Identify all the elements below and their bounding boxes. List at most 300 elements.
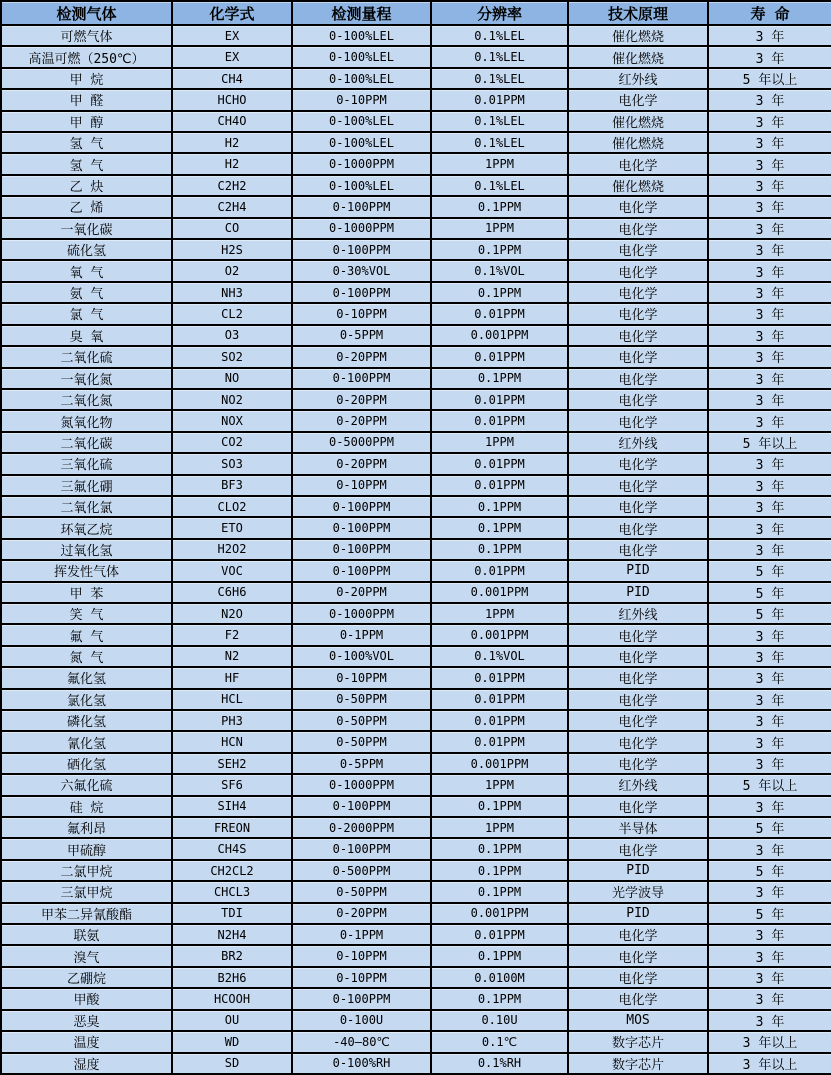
range-cell: 0-100%LEL (292, 111, 431, 132)
table-row (1, 603, 831, 624)
resolution-cell: 0.01PPM (431, 731, 568, 752)
lifespan-cell: 3 年 (708, 303, 831, 324)
gas-name-cell: 三氯甲烷 (1, 881, 172, 902)
formula-cell: SF6 (172, 774, 292, 795)
range-cell: 0-20PPM (292, 410, 431, 431)
gas-name-cell: 过氧化氢 (1, 539, 172, 560)
formula-cell: SD (172, 1053, 292, 1075)
formula-cell: NO2 (172, 389, 292, 410)
formula-cell: O2 (172, 260, 292, 281)
resolution-cell: 0.1%LEL (431, 46, 568, 67)
gas-name-cell: 甲 苯 (1, 582, 172, 603)
principle-cell: 电化学 (568, 153, 708, 174)
gas-name-cell: 氟利昂 (1, 817, 172, 838)
gas-name-cell: 乙硼烷 (1, 967, 172, 988)
table-row (1, 46, 831, 67)
formula-cell: ETO (172, 517, 292, 538)
formula-cell: SO2 (172, 346, 292, 367)
resolution-cell: 1PPM (431, 603, 568, 624)
lifespan-cell: 3 年 (708, 46, 831, 67)
lifespan-cell: 3 年 (708, 689, 831, 710)
formula-cell: N2H4 (172, 924, 292, 945)
principle-cell: 电化学 (568, 303, 708, 324)
lifespan-cell: 3 年 (708, 132, 831, 153)
lifespan-cell: 5 年 (708, 603, 831, 624)
resolution-cell: 0.01PPM (431, 303, 568, 324)
gas-name-cell: 氟 气 (1, 624, 172, 645)
lifespan-cell: 3 年 (708, 89, 831, 110)
formula-cell: CLO2 (172, 496, 292, 517)
resolution-cell: 0.1%RH (431, 1053, 568, 1075)
gas-name-cell: 甲硫醇 (1, 838, 172, 859)
table-row (1, 132, 831, 153)
principle-cell: PID (568, 903, 708, 924)
table-row (1, 389, 831, 410)
gas-name-cell: 氟化氢 (1, 667, 172, 688)
formula-cell: CHCL3 (172, 881, 292, 902)
range-cell: 0-100PPM (292, 560, 431, 581)
range-cell: 0-100PPM (292, 239, 431, 260)
formula-cell: SEH2 (172, 753, 292, 774)
principle-cell: 电化学 (568, 753, 708, 774)
table-row (1, 432, 831, 453)
lifespan-cell: 3 年 (708, 175, 831, 196)
formula-cell: OU (172, 1010, 292, 1031)
principle-cell: PID (568, 582, 708, 603)
gas-name-cell: 二氧化氮 (1, 389, 172, 410)
range-cell: 0-500PPM (292, 860, 431, 881)
lifespan-cell: 3 年 (708, 796, 831, 817)
resolution-cell: 0.1PPM (431, 881, 568, 902)
resolution-cell: 0.1PPM (431, 496, 568, 517)
range-cell: 0-100%LEL (292, 175, 431, 196)
resolution-cell: 0.10U (431, 1010, 568, 1031)
principle-cell: 电化学 (568, 796, 708, 817)
lifespan-cell: 3 年 (708, 260, 831, 281)
column-header-range: 检测量程 (292, 1, 431, 25)
column-header-lifespan: 寿 命 (708, 1, 831, 25)
table-row (1, 517, 831, 538)
range-cell: 0-5000PPM (292, 432, 431, 453)
gas-name-cell: 氯化氢 (1, 689, 172, 710)
range-cell: 0-100%LEL (292, 25, 431, 46)
resolution-cell: 0.0100M (431, 967, 568, 988)
principle-cell: 催化燃烧 (568, 132, 708, 153)
gas-name-cell: 甲 烷 (1, 68, 172, 89)
table-row (1, 260, 831, 281)
range-cell: 0-100PPM (292, 196, 431, 217)
principle-cell: 电化学 (568, 218, 708, 239)
table-row (1, 796, 831, 817)
lifespan-cell: 3 年 (708, 924, 831, 945)
range-cell: 0-20PPM (292, 582, 431, 603)
gas-name-cell: 六氟化硫 (1, 774, 172, 795)
gas-name-cell: 温度 (1, 1031, 172, 1052)
formula-cell: B2H6 (172, 967, 292, 988)
range-cell: 0-20PPM (292, 346, 431, 367)
principle-cell: 电化学 (568, 667, 708, 688)
formula-cell: HCOOH (172, 988, 292, 1009)
range-cell: 0-1000PPM (292, 218, 431, 239)
resolution-cell: 0.1PPM (431, 539, 568, 560)
range-cell: 0-100%LEL (292, 46, 431, 67)
range-cell: 0-20PPM (292, 453, 431, 474)
gas-name-cell: 硫化氢 (1, 239, 172, 260)
principle-cell: 电化学 (568, 239, 708, 260)
formula-cell: C6H6 (172, 582, 292, 603)
table-header (1, 1, 831, 25)
table-row (1, 1031, 831, 1052)
formula-cell: NH3 (172, 282, 292, 303)
gas-name-cell: 臭 氧 (1, 325, 172, 346)
principle-cell: PID (568, 560, 708, 581)
table-row (1, 710, 831, 731)
table-row (1, 196, 831, 217)
gas-name-cell: 硅 烷 (1, 796, 172, 817)
resolution-cell: 0.01PPM (431, 710, 568, 731)
range-cell: 0-20PPM (292, 389, 431, 410)
table-row (1, 68, 831, 89)
gas-name-cell: 联氨 (1, 924, 172, 945)
lifespan-cell: 3 年 (708, 539, 831, 560)
gas-name-cell: 甲酸 (1, 988, 172, 1009)
formula-cell: BF3 (172, 475, 292, 496)
gas-name-cell: 挥发性气体 (1, 560, 172, 581)
principle-cell: 半导体 (568, 817, 708, 838)
gas-name-cell: 氢 气 (1, 153, 172, 174)
gas-name-cell: 甲 醛 (1, 89, 172, 110)
range-cell: 0-100%VOL (292, 646, 431, 667)
lifespan-cell: 3 年 (708, 667, 831, 688)
range-cell: 0-100PPM (292, 796, 431, 817)
formula-cell: H2 (172, 153, 292, 174)
lifespan-cell: 3 年 (708, 368, 831, 389)
table-row (1, 325, 831, 346)
resolution-cell: 1PPM (431, 817, 568, 838)
range-cell: 0-100%LEL (292, 132, 431, 153)
table-row (1, 860, 831, 881)
formula-cell: H2S (172, 239, 292, 260)
table-row (1, 774, 831, 795)
principle-cell: 电化学 (568, 517, 708, 538)
principle-cell: 电化学 (568, 325, 708, 346)
gas-name-cell: 溴气 (1, 945, 172, 966)
gas-name-cell: 氯 气 (1, 303, 172, 324)
principle-cell: 电化学 (568, 539, 708, 560)
range-cell: 0-10PPM (292, 945, 431, 966)
principle-cell: 电化学 (568, 924, 708, 945)
lifespan-cell: 3 年 (708, 325, 831, 346)
lifespan-cell: 3 年 (708, 945, 831, 966)
formula-cell: CH4 (172, 68, 292, 89)
gas-name-cell: 一氧化氮 (1, 368, 172, 389)
lifespan-cell: 3 年 (708, 196, 831, 217)
formula-cell: SO3 (172, 453, 292, 474)
resolution-cell: 0.01PPM (431, 924, 568, 945)
principle-cell: 红外线 (568, 68, 708, 89)
lifespan-cell: 3 年 (708, 218, 831, 239)
gas-name-cell: 甲苯二异氰酸酯 (1, 903, 172, 924)
table-row (1, 539, 831, 560)
resolution-cell: 0.1℃ (431, 1031, 568, 1052)
gas-name-cell: 湿度 (1, 1053, 172, 1075)
lifespan-cell: 5 年 (708, 817, 831, 838)
formula-cell: SIH4 (172, 796, 292, 817)
table-row (1, 453, 831, 474)
principle-cell: 电化学 (568, 282, 708, 303)
table-row (1, 410, 831, 431)
principle-cell: PID (568, 860, 708, 881)
lifespan-cell: 5 年以上 (708, 432, 831, 453)
formula-cell: CL2 (172, 303, 292, 324)
gas-name-cell: 二氯甲烷 (1, 860, 172, 881)
principle-cell: 电化学 (568, 260, 708, 281)
range-cell: 0-1000PPM (292, 603, 431, 624)
lifespan-cell: 5 年 (708, 582, 831, 603)
range-cell: 0-10PPM (292, 667, 431, 688)
gas-name-cell: 磷化氢 (1, 710, 172, 731)
formula-cell: CO (172, 218, 292, 239)
gas-name-cell: 高温可燃（250℃） (1, 46, 172, 67)
table-row (1, 988, 831, 1009)
principle-cell: 电化学 (568, 368, 708, 389)
gas-name-cell: 笑 气 (1, 603, 172, 624)
resolution-cell: 0.01PPM (431, 410, 568, 431)
resolution-cell: 0.001PPM (431, 624, 568, 645)
gas-name-cell: 三氟化硼 (1, 475, 172, 496)
resolution-cell: 0.1PPM (431, 282, 568, 303)
formula-cell: CH4O (172, 111, 292, 132)
principle-cell: 红外线 (568, 603, 708, 624)
formula-cell: CO2 (172, 432, 292, 453)
formula-cell: PH3 (172, 710, 292, 731)
range-cell: 0-100PPM (292, 282, 431, 303)
table-body (1, 25, 831, 1074)
range-cell: 0-100PPM (292, 838, 431, 859)
range-cell: 0-10PPM (292, 303, 431, 324)
table-row (1, 646, 831, 667)
principle-cell: 数字芯片 (568, 1031, 708, 1052)
principle-cell: 电化学 (568, 475, 708, 496)
principle-cell: 电化学 (568, 967, 708, 988)
resolution-cell: 0.001PPM (431, 753, 568, 774)
resolution-cell: 0.1%VOL (431, 646, 568, 667)
lifespan-cell: 3 年 (708, 881, 831, 902)
resolution-cell: 0.01PPM (431, 89, 568, 110)
resolution-cell: 0.01PPM (431, 453, 568, 474)
formula-cell: CH4S (172, 838, 292, 859)
resolution-cell: 1PPM (431, 432, 568, 453)
table-row (1, 368, 831, 389)
header-row (1, 1, 831, 25)
range-cell: 0-30%VOL (292, 260, 431, 281)
table-row (1, 496, 831, 517)
principle-cell: 电化学 (568, 689, 708, 710)
range-cell: 0-20PPM (292, 903, 431, 924)
table-row (1, 303, 831, 324)
range-cell: 0-100U (292, 1010, 431, 1031)
gas-name-cell: 三氧化硫 (1, 453, 172, 474)
formula-cell: NOX (172, 410, 292, 431)
principle-cell: 催化燃烧 (568, 46, 708, 67)
principle-cell: 电化学 (568, 389, 708, 410)
formula-cell: F2 (172, 624, 292, 645)
table-row (1, 753, 831, 774)
gas-name-cell: 氢 气 (1, 132, 172, 153)
resolution-cell: 0.1%LEL (431, 111, 568, 132)
gas-name-cell: 乙 炔 (1, 175, 172, 196)
lifespan-cell: 3 年 (708, 410, 831, 431)
resolution-cell: 0.01PPM (431, 689, 568, 710)
table-row (1, 282, 831, 303)
gas-name-cell: 二氧化硫 (1, 346, 172, 367)
table-row (1, 903, 831, 924)
lifespan-cell: 3 年 (708, 646, 831, 667)
column-header-resolution: 分辨率 (431, 1, 568, 25)
range-cell: 0-100PPM (292, 496, 431, 517)
table-row (1, 838, 831, 859)
resolution-cell: 0.01PPM (431, 389, 568, 410)
lifespan-cell: 3 年 (708, 1010, 831, 1031)
resolution-cell: 0.1PPM (431, 196, 568, 217)
lifespan-cell: 3 年 (708, 988, 831, 1009)
range-cell: 0-100PPM (292, 988, 431, 1009)
lifespan-cell: 5 年 (708, 560, 831, 581)
table-row (1, 924, 831, 945)
formula-cell: FREON (172, 817, 292, 838)
lifespan-cell: 5 年 (708, 860, 831, 881)
column-header-formula: 化学式 (172, 1, 292, 25)
formula-cell: BR2 (172, 945, 292, 966)
principle-cell: 电化学 (568, 453, 708, 474)
lifespan-cell: 3 年 (708, 239, 831, 260)
resolution-cell: 0.1PPM (431, 239, 568, 260)
principle-cell: 电化学 (568, 988, 708, 1009)
lifespan-cell: 5 年以上 (708, 68, 831, 89)
table-row (1, 945, 831, 966)
range-cell: 0-10PPM (292, 475, 431, 496)
range-cell: -40—80℃ (292, 1031, 431, 1052)
resolution-cell: 0.1PPM (431, 945, 568, 966)
range-cell: 0-5PPM (292, 325, 431, 346)
gas-name-cell: 氮氧化物 (1, 410, 172, 431)
table-row (1, 560, 831, 581)
resolution-cell: 0.1%LEL (431, 68, 568, 89)
lifespan-cell: 3 年 (708, 838, 831, 859)
lifespan-cell: 5 年 (708, 903, 831, 924)
lifespan-cell: 3 年 (708, 453, 831, 474)
gas-name-cell: 一氧化碳 (1, 218, 172, 239)
lifespan-cell: 3 年 (708, 153, 831, 174)
gas-name-cell: 硒化氢 (1, 753, 172, 774)
lifespan-cell: 3 年 (708, 624, 831, 645)
resolution-cell: 0.1%VOL (431, 260, 568, 281)
principle-cell: 电化学 (568, 731, 708, 752)
formula-cell: CH2CL2 (172, 860, 292, 881)
lifespan-cell: 5 年以上 (708, 774, 831, 795)
table-row (1, 667, 831, 688)
gas-name-cell: 氧 气 (1, 260, 172, 281)
resolution-cell: 0.1PPM (431, 368, 568, 389)
range-cell: 0-100PPM (292, 517, 431, 538)
principle-cell: 红外线 (568, 774, 708, 795)
resolution-cell: 0.001PPM (431, 325, 568, 346)
principle-cell: 电化学 (568, 89, 708, 110)
lifespan-cell: 3 年 (708, 517, 831, 538)
principle-cell: 电化学 (568, 710, 708, 731)
resolution-cell: 0.01PPM (431, 346, 568, 367)
principle-cell: 数字芯片 (568, 1053, 708, 1075)
resolution-cell: 0.1PPM (431, 988, 568, 1009)
formula-cell: VOC (172, 560, 292, 581)
lifespan-cell: 3 年 (708, 753, 831, 774)
principle-cell: 光学波导 (568, 881, 708, 902)
lifespan-cell: 3 年 (708, 346, 831, 367)
range-cell: 0-50PPM (292, 881, 431, 902)
principle-cell: 催化燃烧 (568, 111, 708, 132)
range-cell: 0-10PPM (292, 89, 431, 110)
lifespan-cell: 3 年 (708, 731, 831, 752)
range-cell: 0-100%LEL (292, 68, 431, 89)
resolution-cell: 0.1PPM (431, 517, 568, 538)
formula-cell: O3 (172, 325, 292, 346)
formula-cell: HCN (172, 731, 292, 752)
formula-cell: HCL (172, 689, 292, 710)
lifespan-cell: 3 年 (708, 496, 831, 517)
resolution-cell: 0.01PPM (431, 475, 568, 496)
range-cell: 0-100PPM (292, 368, 431, 389)
principle-cell: 电化学 (568, 196, 708, 217)
resolution-cell: 0.001PPM (431, 582, 568, 603)
range-cell: 0-50PPM (292, 710, 431, 731)
table-row (1, 817, 831, 838)
resolution-cell: 0.001PPM (431, 903, 568, 924)
table-row (1, 1010, 831, 1031)
table-row (1, 881, 831, 902)
range-cell: 0-2000PPM (292, 817, 431, 838)
table-row (1, 624, 831, 645)
lifespan-cell: 3 年 (708, 710, 831, 731)
range-cell: 0-1000PPM (292, 153, 431, 174)
resolution-cell: 0.01PPM (431, 560, 568, 581)
formula-cell: N2 (172, 646, 292, 667)
table-row (1, 175, 831, 196)
range-cell: 0-100PPM (292, 539, 431, 560)
lifespan-cell: 3 年 (708, 282, 831, 303)
formula-cell: EX (172, 25, 292, 46)
resolution-cell: 0.1%LEL (431, 25, 568, 46)
table-row (1, 346, 831, 367)
lifespan-cell: 3 年以上 (708, 1031, 831, 1052)
table-row (1, 967, 831, 988)
table-row (1, 582, 831, 603)
range-cell: 0-1PPM (292, 624, 431, 645)
table-row (1, 475, 831, 496)
formula-cell: HCHO (172, 89, 292, 110)
resolution-cell: 0.1%LEL (431, 132, 568, 153)
lifespan-cell: 3 年 (708, 967, 831, 988)
table-row (1, 111, 831, 132)
lifespan-cell: 3 年 (708, 475, 831, 496)
gas-name-cell: 甲 醇 (1, 111, 172, 132)
range-cell: 0-1PPM (292, 924, 431, 945)
resolution-cell: 0.01PPM (431, 667, 568, 688)
principle-cell: 电化学 (568, 410, 708, 431)
column-header-gas-name: 检测气体 (1, 1, 172, 25)
lifespan-cell: 3 年以上 (708, 1053, 831, 1075)
formula-cell: C2H4 (172, 196, 292, 217)
gas-name-cell: 恶臭 (1, 1010, 172, 1031)
